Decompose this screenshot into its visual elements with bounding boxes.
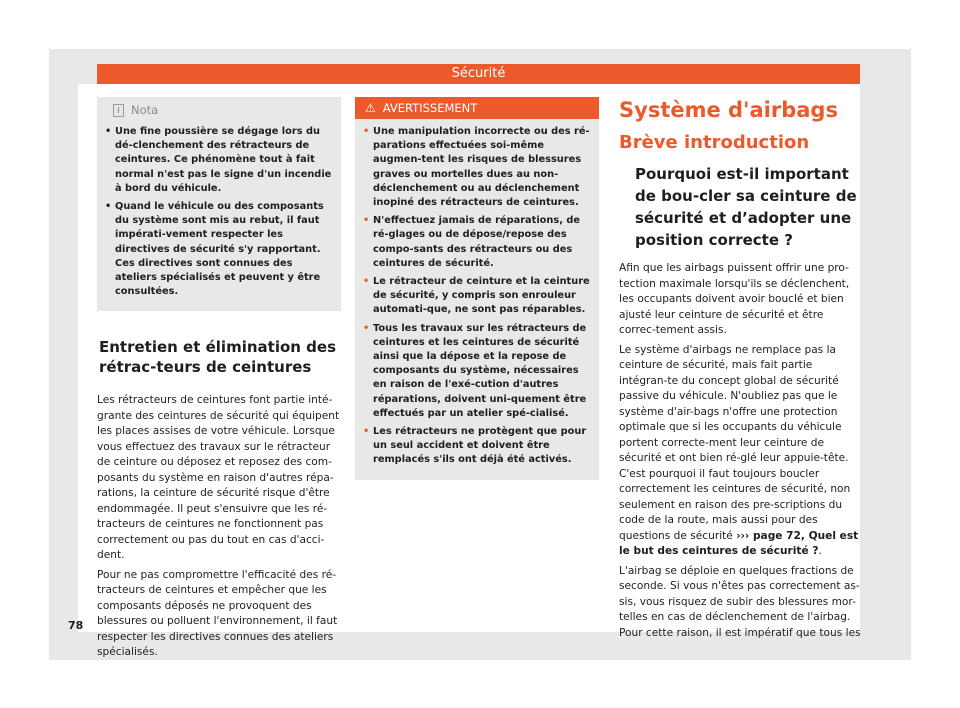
column-right [619,97,863,645]
paragraph: Pour ne pas compromettre l'efficacité des ré-tracteurs de ceintures et empêcher que les composants déposés ne provoquent des blessures ou polluent l'environnement, il faut respecter les directives connues des ateliers spécialisés. [97,568,338,659]
warning-item: • Les rétracteurs ne protègent que pour un seul accident et doivent être remplacés s'ils ont déjà été activés. [363,426,587,466]
column-middle [355,97,599,480]
warning-item: • Tous les travaux sur les rétracteurs de ceintures et les ceintures de sécurité ainsi que la dépose et la repose de composants du système, nécessaires en raison de l'exé-cution d'autres réparations, doivent uni-quement être effectués par un atelier spé-cialisé. [363,322,587,419]
warning-header [355,97,599,119]
note-header [113,103,335,117]
warning-item: • N'effectuez jamais de réparations, de ré-glages ou de dépose/repose des compo-sants des rétracteurs ou des ceintures de sécurité. [363,215,581,269]
page-reference-link[interactable]: ››› page 72, Quel est le but des ceintures de sécurité ? [619,529,859,557]
warning-item: • Le rétracteur de ceinture et la ceinture de sécurité, y compris son enrouleur automati-que, ne sont pas réparables. [363,276,590,316]
question-heading: Pourquoi est-il important de bou-cler sa ceinture de sécurité et d’adopter une position correcte ? [635,165,857,249]
note-item: • Une fine poussière se dégage lors du dé-clenchement des rétracteurs de ceintures. Ce phénomène tout à fait normal n'est pas le signe d'un incendie à bord du véhicule. [105,126,332,194]
note-label: Nota [131,103,159,117]
page-number: 78 [68,619,84,632]
warning-item: • Une manipulation incorrecte ou des ré-parations effectuées soi-même augmen-tent les risques de blessures graves ou mortelles dues au non-déclenchement ou au déclenchement inopiné des rétracteurs de ceintures. [363,126,590,209]
paragraph: Les rétracteurs de ceintures font partie inté-grante des ceintures de sécurité qui équipent les places assises de votre véhicule. Lorsque vous effectuez des travaux sur le rétracteur de ceinture ou déposez et reposez des com-posants du système en raison d'autres répa-rations, la ceinture de sécurité risque d'être endommagée. Il peut s'ensuivre que les ré-tracteurs de ceintures ne fonctionnent pas correctement ou pas du tout en cas d'acci-dent. [97,394,340,562]
warning-label: AVERTISSEMENT [382,101,478,115]
chapter-title: Système d'airbags [619,98,838,122]
section-heading: Entretien et élimination des rétrac-teurs de ceintures [99,338,337,377]
warning-triangle-icon: ⚠ [365,101,376,115]
paragraph: Le système d'airbags ne remplace pas la ceinture de sécurité, mais fait partie intégran-te du concept global de sécurité passive du véhicule. N'oubliez pas que le système d'air-bags n'offre une protection optimale que si les occupants du véhicule portent correcte-ment leur ceinture de sécurité et ont bien ré-glé leur appuie-tête. C'est pourquoi il faut toujours boucler correctement les ceintures de sécurité, non seulement en raison des pre-scriptions du code de la route, mais aussi pour des questions de sécurité ››› page 72, Quel est le but des ceintures de sécurité ?. [619,343,859,557]
column-left [97,97,341,665]
info-icon: i [113,104,124,117]
note-box [97,97,341,311]
paragraph: Afin que les airbags puissent offrir une pro-tection maximale lorsqu'ils se déclenchent, les occupants doivent avoir bouclé et bien ajusté leur ceinture de sécurité et être correc-tement assis. [619,262,850,336]
section-header: Sécurité [97,64,860,84]
section-subtitle: Brève introduction [619,132,810,153]
warning-box [355,97,599,480]
note-item: • Quand le véhicule ou des composants du système sont mis au rebut, il faut impérati-vement respecter les directives de sécurité s'y rapportant. Ces directives sont connues des ateliers spécialisés et peuvent y être consultées. [105,201,324,298]
paragraph: L'airbag se déploie en quelques fractions de seconde. Si vous n'êtes pas correctement as-sis, vous risquez de subir des blessures mor-telles en cas de déclenchement de l'airbag. Pour cette raison, il est impératif que tous les [619,564,861,639]
